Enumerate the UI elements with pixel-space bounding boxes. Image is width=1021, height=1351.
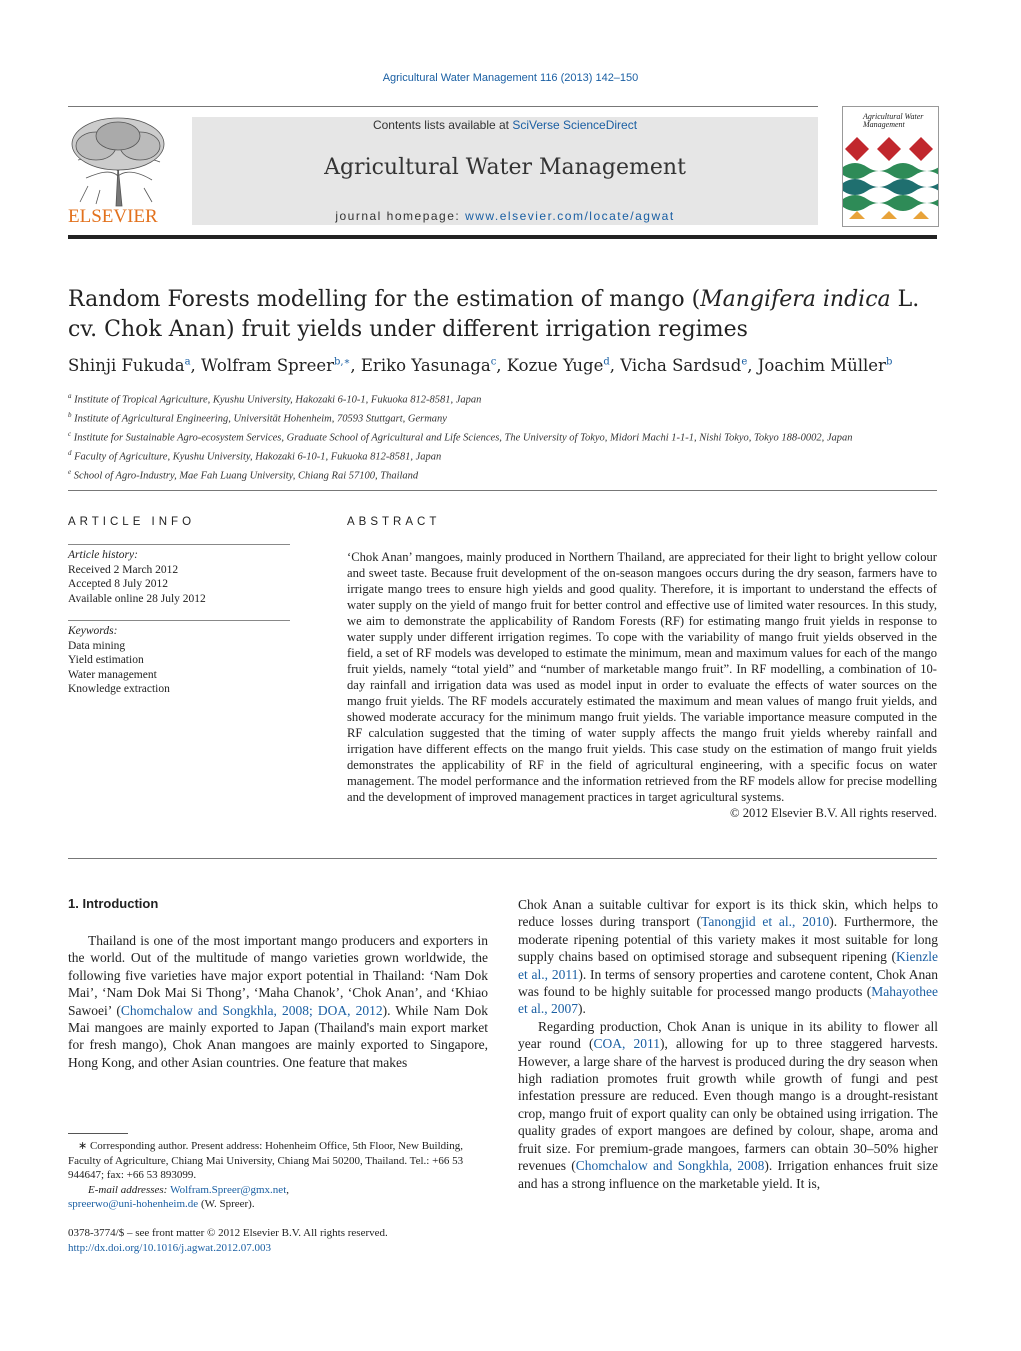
author-affil-mark[interactable]: c [490, 356, 497, 368]
keyword: Water management [68, 668, 157, 681]
author[interactable]: Eriko Yasunaga [360, 356, 491, 375]
issn-line: 0378-3774/$ – see front matter © 2012 Elsevier B.V. All rights reserved. [68, 1227, 388, 1239]
abstract-copyright: © 2012 Elsevier B.V. All rights reserved. [730, 806, 937, 820]
text-run: ), allowing for up to three staggered harvests. However, a large share of the harvest is produced during the dry season when high radiation promotes fruit growth while growth of fungi and pest infestation pressure are reduced. Even though mango is a drought-resistant crop, mango fruit of export quality can only be obtained using irrigation. The quality grades of export mangoes are defined by colour, shape, aroma and fruit size. For premium-grade mangoes, farmers can obtain 30–50% higher revenues ( [518, 1036, 938, 1174]
email-label: E-mail addresses: [88, 1183, 171, 1196]
header-thick-rule [68, 235, 937, 239]
text-run: ). While Nam Dok Mai mangoes are mainly exported to Japan (Thailand's main export market for fresh mango), Chok Anan mangoes are mainly exported to Singapore, Hong Kong, and other Asian countries. One feature that makes [68, 1002, 489, 1070]
text-run: Chok Anan a suitable cultivar for export is its thick skin, which helps to reduce losses during transport ( [518, 897, 938, 930]
affil-mark: a [68, 392, 72, 400]
accepted-date: Accepted 8 July 2012 [68, 578, 168, 590]
affiliation [68, 427, 938, 446]
title-species: Mangifera indica [700, 287, 891, 312]
author[interactable]: Vicha Sardsud [620, 356, 742, 375]
history-label: Article history: [68, 549, 138, 561]
affil-text: Institute of Tropical Agriculture, Kyushu University, Hakozaki 6-10-1, Fukuoka 812-8581, Japan [74, 394, 482, 406]
elsevier-logo[interactable] [66, 116, 170, 228]
contents-prefix: Contents lists available at [372, 118, 513, 132]
corresponding-author-note: ∗ Corresponding author. Present address: Hohenheim Office, 5th Floor, New Building, Faculty of Agriculture, Chiang Mai University, Chiang Mai 50200, Thailand. Tel.: +66 53 944647; fax: +66 53 893099. [68, 1140, 464, 1181]
citation-link[interactable]: Tanongjid et al., 2010 [701, 914, 830, 930]
affiliation [68, 389, 938, 408]
abstract-heading: ABSTRACT [347, 516, 441, 528]
email-suffix: (W. Spreer). [198, 1198, 255, 1210]
article-info-rule [68, 544, 290, 545]
journal-cover[interactable] [842, 106, 939, 227]
keywords-rule [68, 620, 290, 621]
author-affil-mark[interactable]: e [741, 356, 748, 368]
affiliation [68, 408, 938, 427]
homepage-line [192, 209, 818, 223]
article-title [68, 285, 938, 345]
email-link[interactable]: spreerwo@uni-hohenheim.de [68, 1198, 199, 1210]
affil-text: School of Agro-Industry, Mae Fah Luang University, Chiang Rai 57100, Thailand [73, 470, 419, 482]
footnote-block: ∗ Corresponding author. Present address: Hohenheim Office, 5th Floor, New Building, Faculty of Agriculture, Chiang Mai University, Chiang Mai 50200, Thailand. Tel.: +66 53 944647; fax: +66 53 893099. E-mail addresses: Wolfram.Spreer@gmx.net, spreerwo@uni-hohenheim.de (W. Spreer). [68, 1139, 490, 1212]
homepage-prefix: journal homepage: [335, 209, 466, 223]
tree-icon [66, 116, 170, 208]
elsevier-wordmark: ELSEVIER [68, 206, 158, 227]
cover-title: Agricultural Water Management [863, 112, 924, 129]
text-run: ). Irrigation enhances fruit size and has a strong influence on the marketable yield. It is, [518, 1158, 938, 1191]
keyword: Yield estimation [68, 654, 144, 666]
received-date: Received 2 March 2012 [68, 563, 179, 576]
title-part-2: L. cv. Chok Anan) fruit yields under different irrigation regimes [68, 287, 920, 342]
affil-mark: b [68, 410, 72, 419]
affiliation-list [68, 389, 938, 484]
affil-text: Institute for Sustainable Agro-ecosystem Services, Graduate School of Agricultural and Life Sciences, The University of Tokyo, Midori Machi 1-1-1, Nishi Tokyo, Tokyo 188-0002, Japan [73, 432, 853, 444]
affil-mark: e [68, 467, 72, 476]
homepage-link[interactable]: www.elsevier.com/locate/agwat [465, 209, 675, 223]
header-rule [68, 106, 818, 107]
affiliation [68, 446, 938, 465]
body-rule [68, 858, 937, 859]
keywords-label: Keywords: [68, 625, 118, 637]
journal-title: Agricultural Water Management [324, 155, 686, 180]
footnote-rule [68, 1133, 128, 1134]
affil-mark: d [68, 448, 72, 457]
citation-link[interactable]: Chomchalow and Songkhla, 2008; DOA, 2012 [120, 1002, 383, 1018]
intro-paragraph [68, 932, 488, 1071]
cover-pattern-icon [843, 129, 938, 226]
author[interactable]: Kozue Yuge [506, 356, 604, 375]
online-date: Available online 28 July 2012 [68, 592, 206, 605]
text-run: Thailand is one of the most important mango producers and exporters in the world. Out of the multitude of mango varieties grown worldwide, the following five varieties have major export potential in Thailand: ‘Nam Dok Mai’, ‘Nam Dok Mai Si Thong’, ‘Maha Chanok’, ‘Chok Anan’, and ‘Khiao Sawoei’ ( [68, 933, 488, 1018]
text-run: ). In terms of sensory properties and carotene content, Chok Anan was found to be highly suitable for processed mango products ( [518, 966, 938, 1000]
sciencedirect-link[interactable]: SciVerse ScienceDirect [512, 118, 638, 132]
text-run: Regarding production, Chok Anan is unique in its ability to flower all year round ( [518, 1018, 938, 1052]
author[interactable]: Shinji Fukuda [68, 356, 185, 375]
journal-banner [192, 117, 818, 225]
text-run: ). Furthermore, the moderate ripening potential of this variety makes it most suitable for long supply chains based on optimised storage and subsequent ripening ( [518, 914, 938, 965]
affil-text: Institute of Agricultural Engineering, Universität Hohenheim, 70593 Stuttgart, Germany [74, 413, 447, 425]
author-affil-mark[interactable]: b,∗ [334, 356, 351, 368]
body-column-left [68, 932, 488, 1071]
intro-paragraph [518, 896, 938, 1018]
author[interactable]: Wolfram Spreer [201, 356, 334, 375]
author-affil-mark[interactable]: d [603, 356, 610, 368]
doi-link[interactable]: http://dx.doi.org/10.1016/j.agwat.2012.07.003 [68, 1241, 271, 1254]
email-link[interactable]: Wolfram.Spreer@gmx.net [170, 1183, 287, 1196]
text-run: ). [578, 1001, 586, 1017]
author[interactable]: Joachim Müller [757, 356, 886, 375]
keyword: Knowledge extraction [68, 683, 170, 695]
abstract-text: ‘Chok Anan’ mangoes, mainly produced in Northern Thailand, are appreciated for their light to bright yellow colour and sweet taste. Because fruit development of the on-season mangoes occurs during the dry season, farmers have to irrigate mango trees to ensure high yields and good quality. Therefore, it is important to understand the effects of water supply on the yield of mango fruit for better control and effective use of limited water resources. In this study, we aim to demonstrate the applicability of Random Forests (RF) for estimating mango fruit yields in response to water supply under different irrigation regimes. To cope with the variability of mango fruit yields observed in the field, a set of RF models was developed to estimate the minimum, mean and maximum values for each of the mango fruit yields, namely “total yield” and “number of marketable mango fruit”. In RF modelling, a combination of 10-day rainfall and irrigation data was used as model input in order to evaluate the effects of water sources on the mango fruit yields. The RF models accurately estimated the maximum and mean values of mango fruit yields, and showed moderate accuracy for the minimum mango fruit yields. The variable importance measure computed in the RF calculation suggested that the timing of water supply affects the mango fruit yields whereby rainfall and irrigation have different effects on the mango fruit yields. This case study on the estimation of mango fruit yields demonstrates the applicability of RF in the field of agricultural engineering, with a specific focus on water management. The model performance and the information retrieved from the RF models allow for precise modelling and the development of improved management practices in target agricultural systems. [347, 550, 937, 804]
keyword: Data mining [68, 639, 126, 652]
affil-mark: c [68, 429, 72, 438]
author-affil-mark[interactable]: b [885, 356, 893, 368]
abstract-body [347, 549, 937, 821]
body-column-right [518, 896, 938, 1192]
article-info-heading: ARTICLE INFO [68, 516, 196, 528]
contents-line [192, 118, 818, 132]
title-part-1: Random Forests modelling for the estimation of mango ( [68, 287, 701, 312]
affil-text: Faculty of Agriculture, Kyushu University, Hakozaki 6-10-1, Fukuoka 812-8581, Japan [74, 451, 442, 463]
citation-link[interactable]: COA, 2011 [593, 1036, 660, 1052]
affiliation [68, 465, 938, 484]
article-history [68, 548, 293, 606]
citation-link[interactable]: Mahayothee et al., 2007 [518, 984, 938, 1017]
citation-link[interactable]: Kienzle et al., 2011 [518, 949, 938, 982]
intro-paragraph [518, 1018, 938, 1192]
bottom-meta [68, 1226, 490, 1255]
keywords-block [68, 624, 293, 697]
journal-citation[interactable]: Agricultural Water Management 116 (2013) 142–150 [382, 72, 639, 84]
citation-link[interactable]: Chomchalow and Songkhla, 2008 [575, 1158, 765, 1174]
author-affil-mark[interactable]: a [184, 356, 191, 368]
intro-heading: 1. Introduction [68, 896, 159, 911]
section-rule [68, 490, 937, 491]
author-list: Shinji Fukuda$^a$, Wolfram Spreer$^{b,∗}$, Eriko Yasunaga$^c$, Kozue Yuge$^d$, Vicha Sardsud$^e$, Joachim Müller$^b$ [68, 356, 893, 375]
